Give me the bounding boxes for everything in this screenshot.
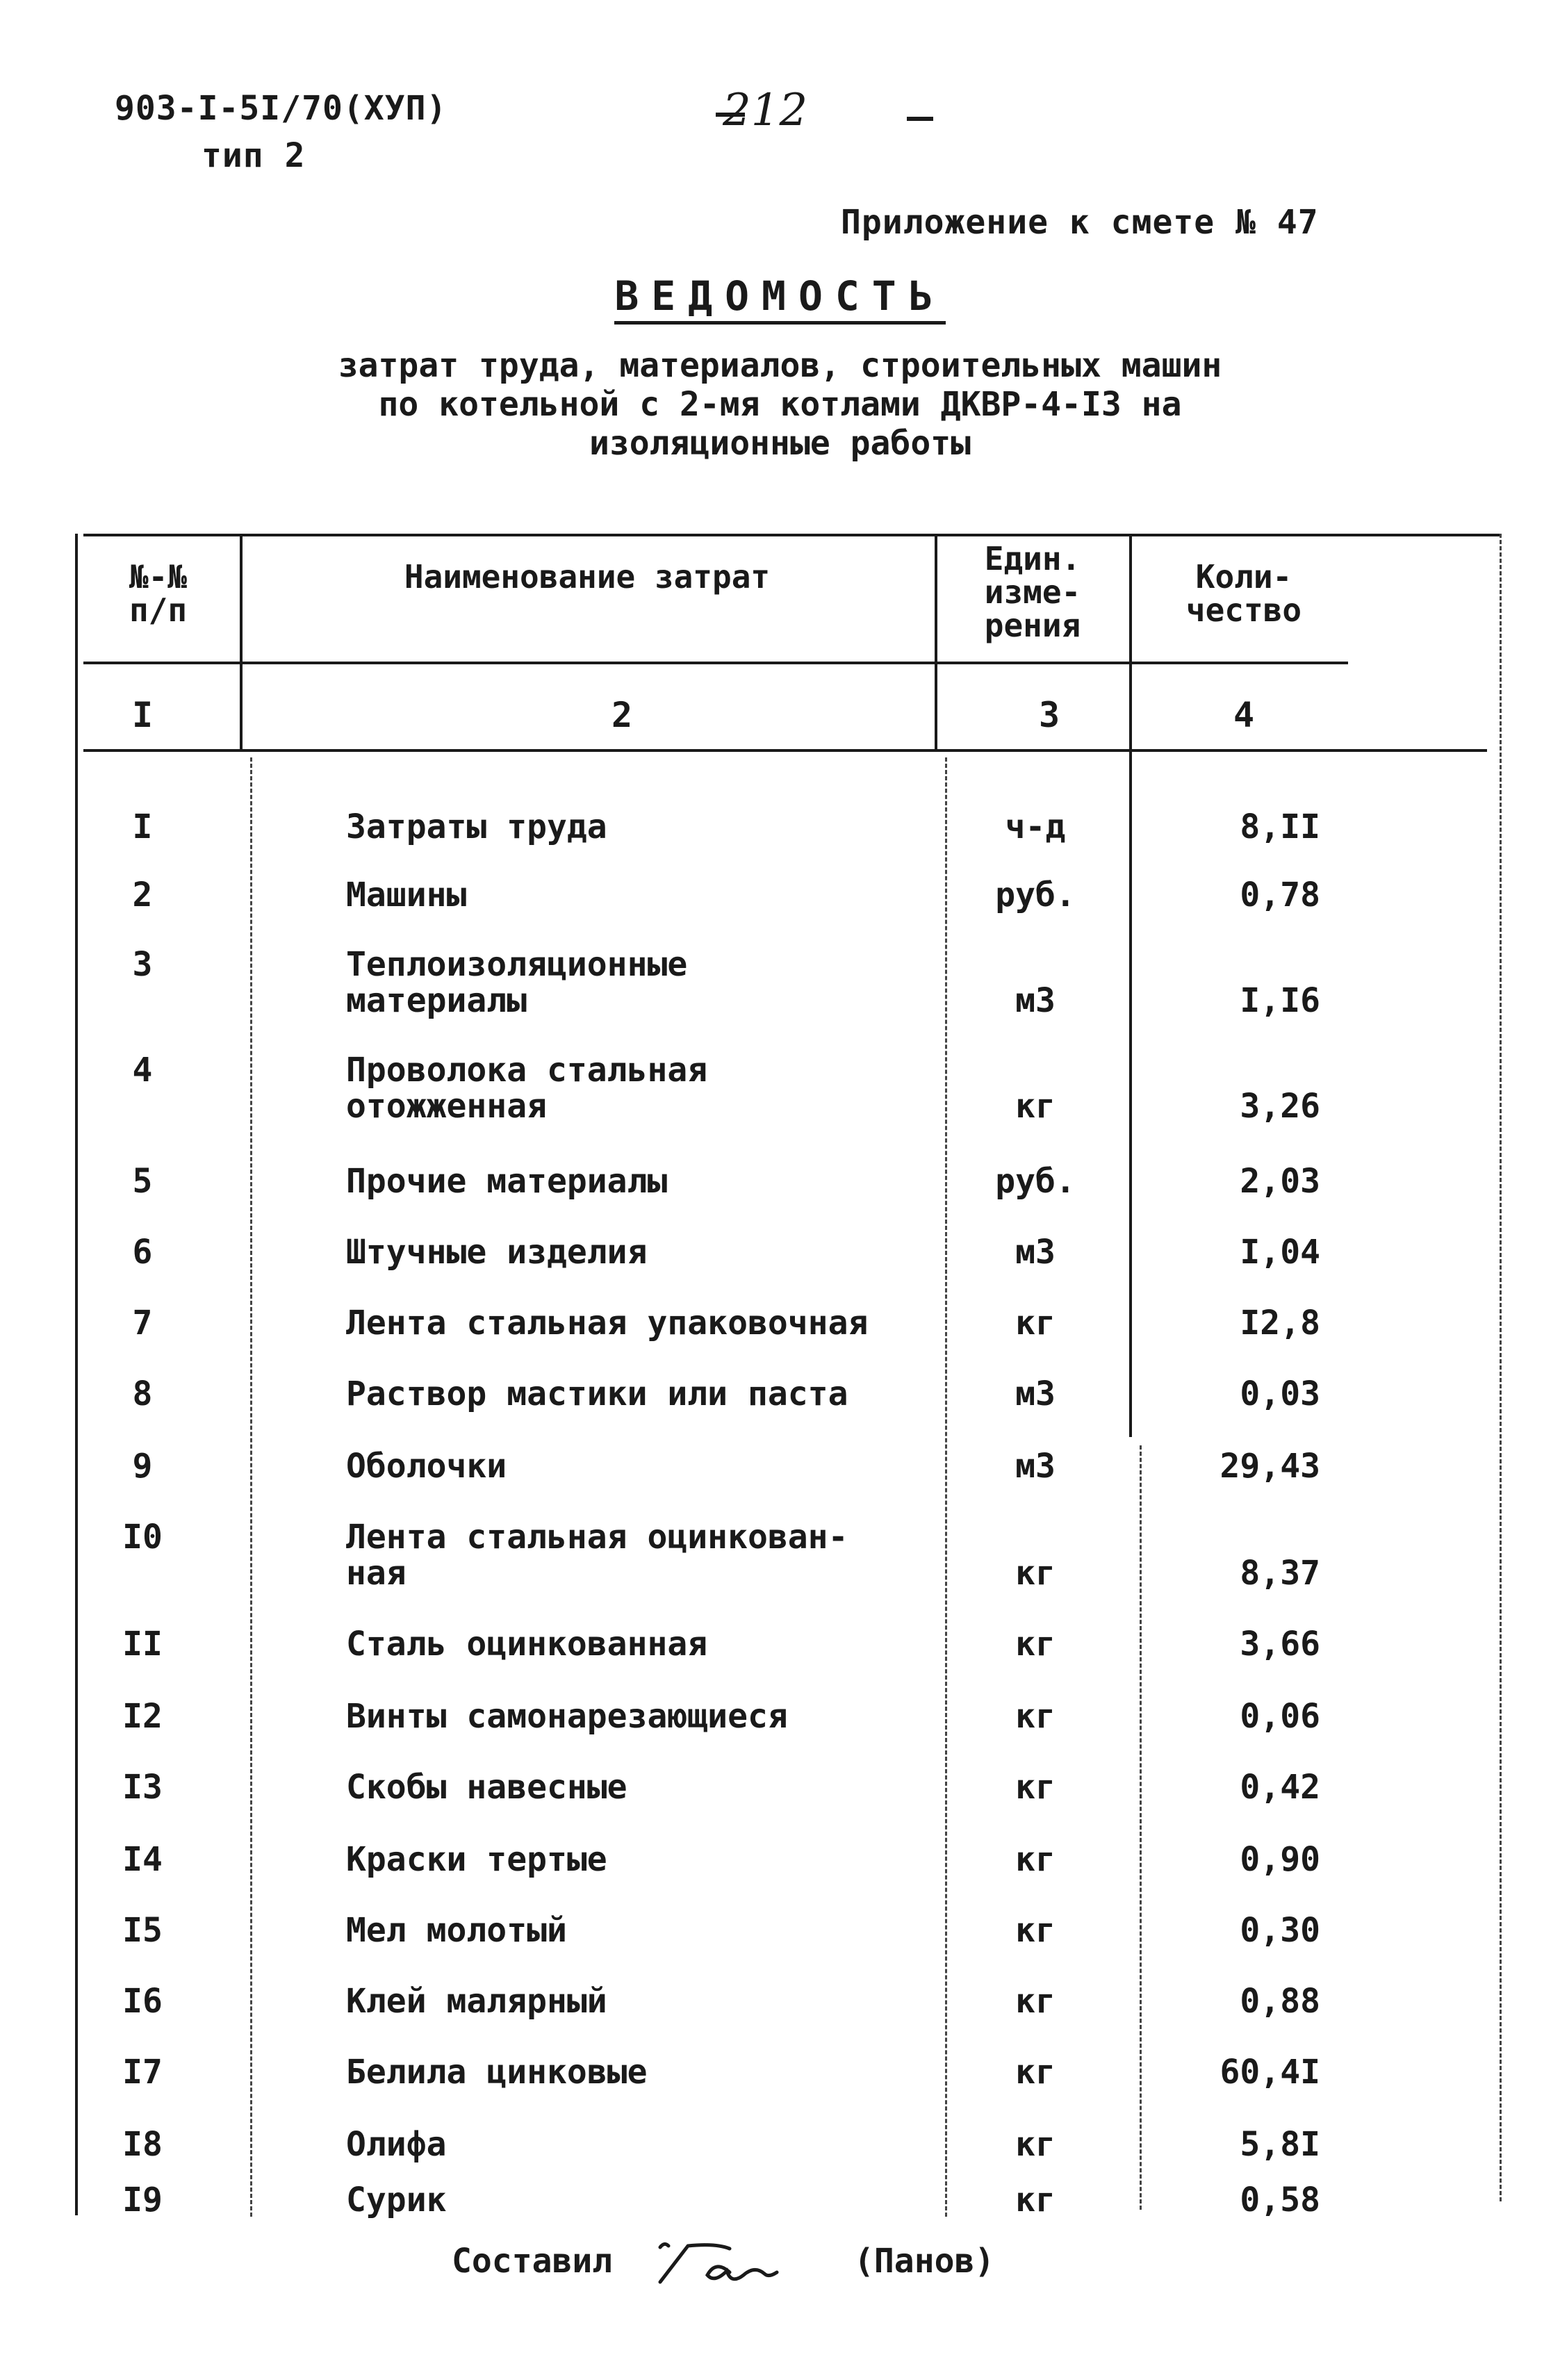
row-number: I8 bbox=[122, 2125, 163, 2164]
column-number-4: 4 bbox=[1233, 695, 1255, 735]
row-quantity: 0,90 bbox=[1240, 1840, 1320, 1879]
row-name bbox=[346, 946, 944, 1019]
header-num bbox=[80, 560, 236, 627]
row-name-line: отожженная bbox=[346, 1087, 547, 1126]
table-colnum-border bbox=[83, 749, 1487, 752]
row-name bbox=[346, 1698, 944, 1734]
document-type: тип 2 bbox=[202, 136, 306, 175]
row-name bbox=[346, 1626, 944, 1662]
row-name bbox=[346, 877, 944, 913]
row-number: I5 bbox=[122, 1911, 163, 1950]
row-quantity: 3,26 bbox=[1240, 1087, 1320, 1126]
row-unit: м3 bbox=[1015, 1374, 1056, 1413]
row-name-line: ная bbox=[346, 1554, 407, 1593]
row-quantity: 0,06 bbox=[1240, 1697, 1320, 1736]
subtitle-line-1: затрат труда, материалов, строительных машин bbox=[338, 346, 1222, 385]
row-unit: м3 bbox=[1015, 1233, 1056, 1272]
row-name bbox=[346, 1912, 944, 1948]
row-unit: кг bbox=[1015, 1840, 1056, 1879]
row-unit: кг bbox=[1015, 1625, 1056, 1664]
row-name-line: Штучные изделия bbox=[346, 1233, 648, 1272]
table-left-border bbox=[75, 534, 78, 2215]
row-name-line: Белила цинковые bbox=[346, 2053, 648, 2092]
row-quantity: I,I6 bbox=[1240, 981, 1320, 1020]
row-name-line: Лента стальная оцинкован- bbox=[346, 1518, 848, 1557]
page-title-text: ВЕДОМОСТЬ bbox=[614, 272, 945, 325]
row-number: 5 bbox=[132, 1162, 153, 1201]
row-name bbox=[346, 2126, 944, 2162]
subtitle-line-2: по котельной с 2-мя котлами ДКВР-4-I3 на bbox=[378, 385, 1182, 424]
row-name bbox=[346, 1983, 944, 2019]
row-number: 3 bbox=[132, 945, 153, 984]
col-divider-1 bbox=[240, 534, 243, 749]
header-unit bbox=[938, 542, 1127, 642]
appendix-note: Приложение к смете № 47 bbox=[841, 203, 1319, 242]
row-name bbox=[346, 1305, 944, 1341]
row-unit: кг bbox=[1015, 1697, 1056, 1736]
row-name-line: Теплоизоляционные bbox=[346, 945, 688, 984]
table-right-border bbox=[1500, 534, 1502, 2201]
row-quantity: 0,30 bbox=[1240, 1911, 1320, 1950]
row-unit: кг bbox=[1015, 2181, 1056, 2219]
row-unit: кг bbox=[1015, 1554, 1056, 1593]
row-name-line: Олифа bbox=[346, 2125, 447, 2164]
row-quantity: 0,78 bbox=[1240, 876, 1320, 914]
row-unit: кг bbox=[1015, 2053, 1056, 2092]
row-name-line: Скобы навесные bbox=[346, 1768, 627, 1807]
compiler-name: (Панов) bbox=[854, 2242, 995, 2281]
row-number: 4 bbox=[132, 1051, 153, 1090]
header-unit-line-3: рения bbox=[984, 607, 1081, 644]
row-number: I6 bbox=[122, 1982, 163, 2021]
row-quantity: I,04 bbox=[1240, 1233, 1320, 1272]
row-number: 7 bbox=[132, 1304, 153, 1343]
row-quantity: 29,43 bbox=[1220, 1447, 1320, 1486]
header-unit-line-2: изме- bbox=[984, 573, 1081, 611]
row-unit: руб. bbox=[995, 876, 1076, 914]
row-name-line: Сурик bbox=[346, 2181, 447, 2219]
row-quantity: I2,8 bbox=[1240, 1304, 1320, 1343]
row-name-line: Винты самонарезающиеся bbox=[346, 1697, 788, 1736]
row-quantity: 3,66 bbox=[1240, 1625, 1320, 1664]
row-name-line: Сталь оцинкованная bbox=[346, 1625, 708, 1664]
row-name bbox=[346, 1163, 944, 1199]
header-unit-line-1: Един. bbox=[984, 540, 1081, 577]
row-name bbox=[346, 1052, 944, 1124]
row-name bbox=[346, 1519, 944, 1591]
subtitle-line-3: изоляционные работы bbox=[589, 424, 971, 463]
header-num-line-1: №-№ bbox=[129, 558, 188, 596]
table-top-border bbox=[83, 534, 1501, 536]
signature bbox=[646, 2239, 820, 2288]
row-unit: ч-д bbox=[1005, 807, 1066, 846]
col-divider-3 bbox=[1129, 534, 1132, 1437]
row-number: I bbox=[132, 807, 153, 846]
row-number: I7 bbox=[122, 2053, 163, 2092]
row-quantity: 0,88 bbox=[1240, 1982, 1320, 2021]
row-quantity: 0,03 bbox=[1240, 1374, 1320, 1413]
row-quantity: 8,II bbox=[1240, 807, 1320, 846]
header-qty-line-2: чество bbox=[1185, 591, 1302, 629]
row-name bbox=[346, 1769, 944, 1805]
row-quantity: 0,42 bbox=[1240, 1768, 1320, 1807]
page-number: 212 bbox=[723, 85, 808, 136]
row-number: 8 bbox=[132, 1374, 153, 1413]
row-number: II bbox=[122, 1625, 163, 1664]
row-name bbox=[346, 1376, 944, 1412]
column-number-1: I bbox=[131, 695, 154, 735]
row-number: 6 bbox=[132, 1233, 153, 1272]
document-code: 903-I-5I/70(XУП) bbox=[115, 89, 448, 128]
row-name-line: Машины bbox=[346, 876, 467, 914]
row-unit: кг bbox=[1015, 1304, 1056, 1343]
column-number-3: 3 bbox=[1038, 695, 1060, 735]
row-unit: кг bbox=[1015, 1982, 1056, 2021]
row-quantity: 2,03 bbox=[1240, 1162, 1320, 1201]
header-qty-line-1: Коли- bbox=[1195, 558, 1292, 596]
row-name-line: Прочие материалы bbox=[346, 1162, 668, 1201]
row-unit: м3 bbox=[1015, 1447, 1056, 1486]
row-number: I4 bbox=[122, 1840, 163, 1879]
table-header-border bbox=[83, 662, 1348, 664]
row-name-line: материалы bbox=[346, 981, 527, 1020]
row-number: I0 bbox=[122, 1518, 163, 1557]
row-name-line: Клей малярный bbox=[346, 1982, 607, 2021]
col-divider-3-dashed bbox=[1140, 1445, 1142, 2210]
row-number: I2 bbox=[122, 1697, 163, 1736]
row-name-line: Раствор мастики или паста bbox=[346, 1374, 848, 1413]
col-divider-1-dashed bbox=[250, 757, 252, 2217]
compiled-label: Составил bbox=[452, 2242, 613, 2281]
row-name-line: Оболочки bbox=[346, 1447, 507, 1486]
row-name-line: Краски тертые bbox=[346, 1840, 607, 1879]
row-quantity: 60,4I bbox=[1220, 2053, 1320, 2092]
compiled-by bbox=[452, 2239, 994, 2288]
row-unit: кг bbox=[1015, 2125, 1056, 2164]
row-name-line: Лента стальная упаковочная bbox=[346, 1304, 869, 1343]
page-title bbox=[0, 272, 1560, 320]
header-name: Наименование затрат bbox=[404, 558, 771, 596]
row-name bbox=[346, 1448, 944, 1484]
row-unit: кг bbox=[1015, 1911, 1056, 1950]
row-unit: кг bbox=[1015, 1768, 1056, 1807]
row-name bbox=[346, 1234, 944, 1270]
page-number-dash-right bbox=[907, 117, 933, 121]
row-name bbox=[346, 2054, 944, 2090]
header-qty bbox=[1133, 560, 1355, 627]
row-quantity: 0,58 bbox=[1240, 2181, 1320, 2219]
row-number: 2 bbox=[132, 876, 153, 914]
row-name-line: Затраты труда bbox=[346, 807, 607, 846]
row-name-line: Мел молотый bbox=[346, 1911, 567, 1950]
row-quantity: 8,37 bbox=[1240, 1554, 1320, 1593]
row-unit: руб. bbox=[995, 1162, 1076, 1201]
row-name bbox=[346, 809, 944, 845]
row-name bbox=[346, 2182, 944, 2218]
row-name bbox=[346, 1841, 944, 1878]
header-num-line-2: п/п bbox=[129, 591, 188, 629]
row-number: I3 bbox=[122, 1768, 163, 1807]
row-unit: кг bbox=[1015, 1087, 1056, 1126]
row-number: 9 bbox=[132, 1447, 153, 1486]
signature-icon bbox=[646, 2239, 820, 2288]
row-unit: м3 bbox=[1015, 981, 1056, 1020]
row-number: I9 bbox=[122, 2181, 163, 2219]
row-name-line: Проволока стальная bbox=[346, 1051, 708, 1090]
row-quantity: 5,8I bbox=[1240, 2125, 1320, 2164]
column-number-2: 2 bbox=[611, 695, 633, 735]
